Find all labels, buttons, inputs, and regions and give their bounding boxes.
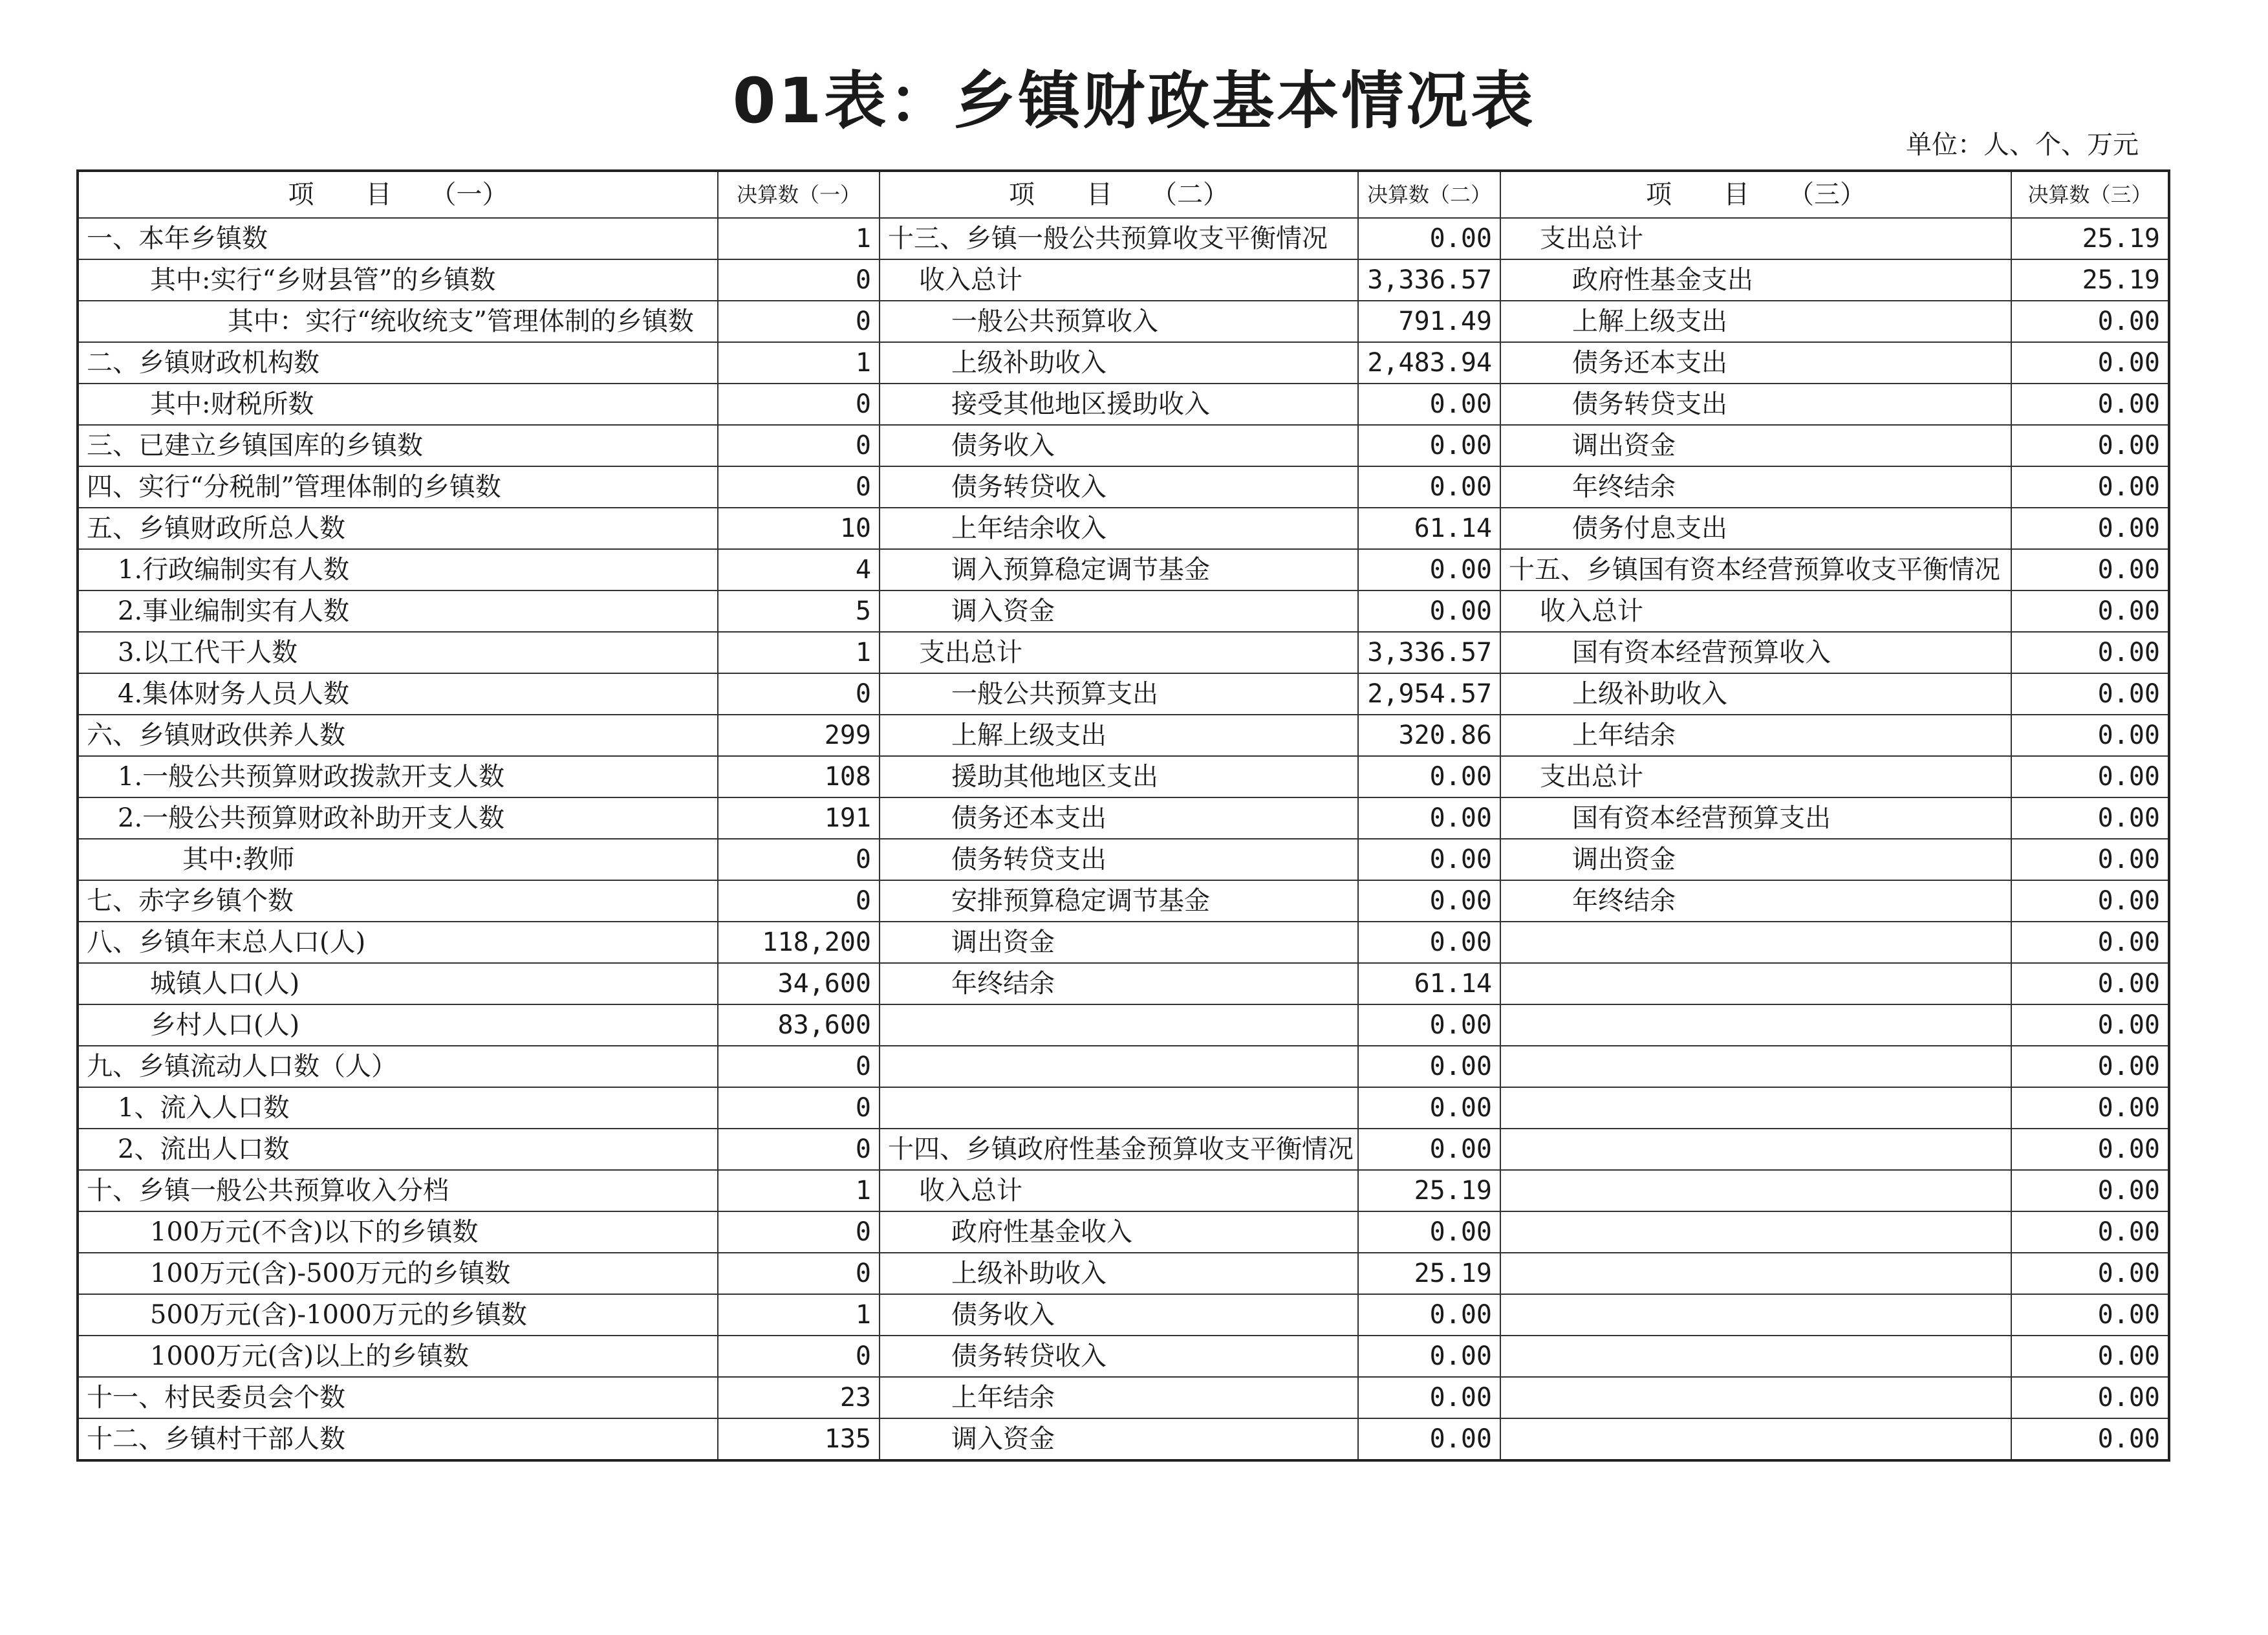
table-header-row bbox=[78, 171, 2169, 218]
item-label-2: 安排预算稳定调节基金 bbox=[880, 880, 1358, 922]
value-1: 0 bbox=[718, 1336, 880, 1377]
value-1: 1 bbox=[718, 342, 880, 384]
value-2: 0.00 bbox=[1358, 839, 1500, 880]
value-1: 0 bbox=[718, 466, 880, 508]
item-label-3 bbox=[1500, 1046, 2011, 1087]
header-value-2: 决算数（二） bbox=[1358, 171, 1500, 218]
item-label-1: 八、乡镇年末总人口(人) bbox=[78, 922, 718, 963]
table-row bbox=[78, 632, 2169, 673]
value-1: 0 bbox=[718, 1211, 880, 1253]
item-label-3 bbox=[1500, 1170, 2011, 1211]
item-label-2 bbox=[880, 1046, 1358, 1087]
table-row bbox=[78, 1418, 2169, 1460]
value-2: 0.00 bbox=[1358, 218, 1500, 259]
table-row bbox=[78, 1087, 2169, 1129]
item-label-2: 十三、乡镇一般公共预算收支平衡情况 bbox=[880, 218, 1358, 259]
item-label-3 bbox=[1500, 1129, 2011, 1170]
value-3: 0.00 bbox=[2011, 425, 2169, 466]
finance-table bbox=[76, 169, 2170, 1462]
item-label-1: 七、赤字乡镇个数 bbox=[78, 880, 718, 922]
table-row bbox=[78, 1211, 2169, 1253]
table-row bbox=[78, 839, 2169, 880]
item-label-1: 六、乡镇财政供养人数 bbox=[78, 715, 718, 756]
header-item-2: 项 目 （二） bbox=[880, 171, 1358, 218]
item-label-1: 九、乡镇流动人口数（人） bbox=[78, 1046, 718, 1087]
value-3: 0.00 bbox=[2011, 384, 2169, 425]
table-row bbox=[78, 922, 2169, 963]
value-2: 320.86 bbox=[1358, 715, 1500, 756]
value-1: 0 bbox=[718, 1129, 880, 1170]
item-label-2: 债务收入 bbox=[880, 1294, 1358, 1336]
value-1: 0 bbox=[718, 259, 880, 301]
item-label-1: 1.一般公共预算财政拨款开支人数 bbox=[78, 756, 718, 797]
value-3: 0.00 bbox=[2011, 1046, 2169, 1087]
value-3: 0.00 bbox=[2011, 756, 2169, 797]
item-label-1: 2.事业编制实有人数 bbox=[78, 590, 718, 632]
item-label-2: 债务还本支出 bbox=[880, 797, 1358, 839]
table-row bbox=[78, 715, 2169, 756]
item-label-1: 十二、乡镇村干部人数 bbox=[78, 1418, 718, 1460]
value-3: 0.00 bbox=[2011, 1377, 2169, 1418]
item-label-3: 上级补助收入 bbox=[1500, 673, 2011, 715]
header-item-1: 项 目 （一） bbox=[78, 171, 718, 218]
item-label-2: 债务转贷收入 bbox=[880, 466, 1358, 508]
item-label-1: 1000万元(含)以上的乡镇数 bbox=[78, 1336, 718, 1377]
item-label-1: 其中:实行“乡财县管”的乡镇数 bbox=[78, 259, 718, 301]
table-row bbox=[78, 549, 2169, 590]
item-label-2: 援助其他地区支出 bbox=[880, 756, 1358, 797]
value-3: 0.00 bbox=[2011, 342, 2169, 384]
value-3: 0.00 bbox=[2011, 301, 2169, 342]
table-row bbox=[78, 1253, 2169, 1294]
item-label-2: 债务转贷收入 bbox=[880, 1336, 1358, 1377]
value-1: 1 bbox=[718, 1170, 880, 1211]
item-label-3: 调出资金 bbox=[1500, 839, 2011, 880]
value-2: 0.00 bbox=[1358, 756, 1500, 797]
value-2: 0.00 bbox=[1358, 1211, 1500, 1253]
item-label-2: 收入总计 bbox=[880, 1170, 1358, 1211]
table-row bbox=[78, 590, 2169, 632]
value-3: 0.00 bbox=[2011, 673, 2169, 715]
value-3: 0.00 bbox=[2011, 549, 2169, 590]
value-2: 61.14 bbox=[1358, 508, 1500, 549]
value-1: 1 bbox=[718, 632, 880, 673]
item-label-2: 调入预算稳定调节基金 bbox=[880, 549, 1358, 590]
value-2: 2,954.57 bbox=[1358, 673, 1500, 715]
item-label-2: 一般公共预算收入 bbox=[880, 301, 1358, 342]
table-row bbox=[78, 1377, 2169, 1418]
value-2: 0.00 bbox=[1358, 1294, 1500, 1336]
item-label-1: 其中:教师 bbox=[78, 839, 718, 880]
value-2: 25.19 bbox=[1358, 1253, 1500, 1294]
item-label-2 bbox=[880, 1004, 1358, 1046]
table-row bbox=[78, 508, 2169, 549]
value-1: 0 bbox=[718, 425, 880, 466]
table-row bbox=[78, 425, 2169, 466]
item-label-1: 十、乡镇一般公共预算收入分档 bbox=[78, 1170, 718, 1211]
value-2: 791.49 bbox=[1358, 301, 1500, 342]
item-label-2: 年终结余 bbox=[880, 963, 1358, 1004]
value-1: 83,600 bbox=[718, 1004, 880, 1046]
table-row bbox=[78, 1170, 2169, 1211]
value-1: 108 bbox=[718, 756, 880, 797]
table-row bbox=[78, 963, 2169, 1004]
page-title: 01表：乡镇财政基本情况表 bbox=[732, 65, 1536, 137]
value-2: 0.00 bbox=[1358, 590, 1500, 632]
item-label-1: 城镇人口(人) bbox=[78, 963, 718, 1004]
item-label-1: 其中:财税所数 bbox=[78, 384, 718, 425]
item-label-1: 3.以工代干人数 bbox=[78, 632, 718, 673]
table-row bbox=[78, 1336, 2169, 1377]
item-label-1: 1、流入人口数 bbox=[78, 1087, 718, 1129]
item-label-2: 一般公共预算支出 bbox=[880, 673, 1358, 715]
value-1: 0 bbox=[718, 839, 880, 880]
item-label-3: 调出资金 bbox=[1500, 425, 2011, 466]
value-3: 25.19 bbox=[2011, 259, 2169, 301]
value-1: 1 bbox=[718, 1294, 880, 1336]
value-3: 0.00 bbox=[2011, 508, 2169, 549]
value-1: 0 bbox=[718, 384, 880, 425]
item-label-3 bbox=[1500, 922, 2011, 963]
value-1: 5 bbox=[718, 590, 880, 632]
value-2: 3,336.57 bbox=[1358, 632, 1500, 673]
item-label-3: 上年结余 bbox=[1500, 715, 2011, 756]
item-label-2: 上年结余 bbox=[880, 1377, 1358, 1418]
value-3: 0.00 bbox=[2011, 1129, 2169, 1170]
item-label-3: 年终结余 bbox=[1500, 466, 2011, 508]
item-label-1: 100万元(含)-500万元的乡镇数 bbox=[78, 1253, 718, 1294]
value-3: 0.00 bbox=[2011, 1004, 2169, 1046]
value-3: 0.00 bbox=[2011, 1170, 2169, 1211]
value-2: 0.00 bbox=[1358, 1087, 1500, 1129]
value-2: 0.00 bbox=[1358, 797, 1500, 839]
item-label-1: 四、实行“分税制”管理体制的乡镇数 bbox=[78, 466, 718, 508]
item-label-3 bbox=[1500, 1336, 2011, 1377]
item-label-2: 债务转贷支出 bbox=[880, 839, 1358, 880]
table-row bbox=[78, 1046, 2169, 1087]
item-label-2: 债务收入 bbox=[880, 425, 1358, 466]
value-2: 0.00 bbox=[1358, 549, 1500, 590]
value-1: 118,200 bbox=[718, 922, 880, 963]
value-3: 0.00 bbox=[2011, 1253, 2169, 1294]
value-3: 0.00 bbox=[2011, 963, 2169, 1004]
item-label-1: 2.一般公共预算财政补助开支人数 bbox=[78, 797, 718, 839]
table-row bbox=[78, 259, 2169, 301]
item-label-1: 乡村人口(人) bbox=[78, 1004, 718, 1046]
item-label-2: 调入资金 bbox=[880, 1418, 1358, 1460]
value-1: 299 bbox=[718, 715, 880, 756]
item-label-3: 债务转贷支出 bbox=[1500, 384, 2011, 425]
item-label-3 bbox=[1500, 1004, 2011, 1046]
item-label-3: 债务还本支出 bbox=[1500, 342, 2011, 384]
header-item-3: 项 目 （三） bbox=[1500, 171, 2011, 218]
item-label-3 bbox=[1500, 1377, 2011, 1418]
item-label-3 bbox=[1500, 963, 2011, 1004]
value-2: 0.00 bbox=[1358, 1129, 1500, 1170]
value-1: 0 bbox=[718, 1046, 880, 1087]
table-row bbox=[78, 797, 2169, 839]
value-3: 0.00 bbox=[2011, 880, 2169, 922]
value-3: 0.00 bbox=[2011, 1211, 2169, 1253]
value-3: 0.00 bbox=[2011, 632, 2169, 673]
value-3: 0.00 bbox=[2011, 839, 2169, 880]
item-label-2: 上解上级支出 bbox=[880, 715, 1358, 756]
table-row bbox=[78, 301, 2169, 342]
value-2: 25.19 bbox=[1358, 1170, 1500, 1211]
item-label-1: 五、乡镇财政所总人数 bbox=[78, 508, 718, 549]
item-label-1: 500万元(含)-1000万元的乡镇数 bbox=[78, 1294, 718, 1336]
item-label-3: 政府性基金支出 bbox=[1500, 259, 2011, 301]
value-3: 0.00 bbox=[2011, 922, 2169, 963]
item-label-3: 支出总计 bbox=[1500, 218, 2011, 259]
table-row bbox=[78, 756, 2169, 797]
value-3: 0.00 bbox=[2011, 1336, 2169, 1377]
value-1: 191 bbox=[718, 797, 880, 839]
value-1: 1 bbox=[718, 218, 880, 259]
value-3: 25.19 bbox=[2011, 218, 2169, 259]
value-1: 4 bbox=[718, 549, 880, 590]
item-label-3 bbox=[1500, 1087, 2011, 1129]
value-3: 0.00 bbox=[2011, 715, 2169, 756]
item-label-3: 国有资本经营预算支出 bbox=[1500, 797, 2011, 839]
header-value-3: 决算数（三） bbox=[2011, 171, 2169, 218]
value-3: 0.00 bbox=[2011, 590, 2169, 632]
item-label-1: 4.集体财务人员人数 bbox=[78, 673, 718, 715]
item-label-3: 支出总计 bbox=[1500, 756, 2011, 797]
value-2: 0.00 bbox=[1358, 880, 1500, 922]
header-value-1: 决算数（一） bbox=[718, 171, 880, 218]
item-label-2: 调出资金 bbox=[880, 922, 1358, 963]
item-label-2 bbox=[880, 1087, 1358, 1129]
item-label-2: 调入资金 bbox=[880, 590, 1358, 632]
value-3: 0.00 bbox=[2011, 466, 2169, 508]
value-1: 0 bbox=[718, 1253, 880, 1294]
item-label-3: 国有资本经营预算收入 bbox=[1500, 632, 2011, 673]
table-row bbox=[78, 880, 2169, 922]
table-row bbox=[78, 1294, 2169, 1336]
table-row bbox=[78, 1129, 2169, 1170]
item-label-3 bbox=[1500, 1211, 2011, 1253]
item-label-2: 上年结余收入 bbox=[880, 508, 1358, 549]
item-label-3 bbox=[1500, 1253, 2011, 1294]
value-2: 0.00 bbox=[1358, 466, 1500, 508]
item-label-1: 1.行政编制实有人数 bbox=[78, 549, 718, 590]
value-3: 0.00 bbox=[2011, 1294, 2169, 1336]
item-label-3 bbox=[1500, 1294, 2011, 1336]
table-row bbox=[78, 218, 2169, 259]
table-row bbox=[78, 673, 2169, 715]
item-label-3: 收入总计 bbox=[1500, 590, 2011, 632]
value-3: 0.00 bbox=[2011, 797, 2169, 839]
item-label-3: 年终结余 bbox=[1500, 880, 2011, 922]
value-1: 0 bbox=[718, 880, 880, 922]
table-row bbox=[78, 384, 2169, 425]
value-1: 0 bbox=[718, 1087, 880, 1129]
item-label-1: 二、乡镇财政机构数 bbox=[78, 342, 718, 384]
item-label-3: 债务付息支出 bbox=[1500, 508, 2011, 549]
value-2: 61.14 bbox=[1358, 963, 1500, 1004]
value-1: 34,600 bbox=[718, 963, 880, 1004]
value-1: 23 bbox=[718, 1377, 880, 1418]
item-label-2: 政府性基金收入 bbox=[880, 1211, 1358, 1253]
item-label-2: 支出总计 bbox=[880, 632, 1358, 673]
item-label-1: 三、已建立乡镇国库的乡镇数 bbox=[78, 425, 718, 466]
item-label-1: 其中：实行“统收统支”管理体制的乡镇数 bbox=[78, 301, 718, 342]
value-2: 0.00 bbox=[1358, 1377, 1500, 1418]
item-label-2: 上级补助收入 bbox=[880, 1253, 1358, 1294]
table-row bbox=[78, 1004, 2169, 1046]
value-3: 0.00 bbox=[2011, 1087, 2169, 1129]
value-2: 0.00 bbox=[1358, 1004, 1500, 1046]
value-1: 0 bbox=[718, 673, 880, 715]
item-label-1: 2、流出人口数 bbox=[78, 1129, 718, 1170]
item-label-2: 收入总计 bbox=[880, 259, 1358, 301]
value-1: 135 bbox=[718, 1418, 880, 1460]
table-row bbox=[78, 342, 2169, 384]
item-label-3: 十五、乡镇国有资本经营预算收支平衡情况 bbox=[1500, 549, 2011, 590]
value-2: 0.00 bbox=[1358, 1336, 1500, 1377]
item-label-2: 接受其他地区援助收入 bbox=[880, 384, 1358, 425]
value-2: 0.00 bbox=[1358, 922, 1500, 963]
item-label-3 bbox=[1500, 1418, 2011, 1460]
item-label-3: 上解上级支出 bbox=[1500, 301, 2011, 342]
item-label-1: 十一、村民委员会个数 bbox=[78, 1377, 718, 1418]
value-2: 0.00 bbox=[1358, 425, 1500, 466]
value-1: 10 bbox=[718, 508, 880, 549]
item-label-1: 一、本年乡镇数 bbox=[78, 218, 718, 259]
value-2: 0.00 bbox=[1358, 384, 1500, 425]
table-row bbox=[78, 466, 2169, 508]
value-2: 3,336.57 bbox=[1358, 259, 1500, 301]
item-label-1: 100万元(不含)以下的乡镇数 bbox=[78, 1211, 718, 1253]
value-1: 0 bbox=[718, 301, 880, 342]
value-3: 0.00 bbox=[2011, 1418, 2169, 1460]
item-label-2: 上级补助收入 bbox=[880, 342, 1358, 384]
value-2: 0.00 bbox=[1358, 1418, 1500, 1460]
item-label-2: 十四、乡镇政府性基金预算收支平衡情况 bbox=[880, 1129, 1358, 1170]
value-2: 2,483.94 bbox=[1358, 342, 1500, 384]
unit-label: 单位：人、个、万元 bbox=[1906, 130, 2139, 160]
value-2: 0.00 bbox=[1358, 1046, 1500, 1087]
